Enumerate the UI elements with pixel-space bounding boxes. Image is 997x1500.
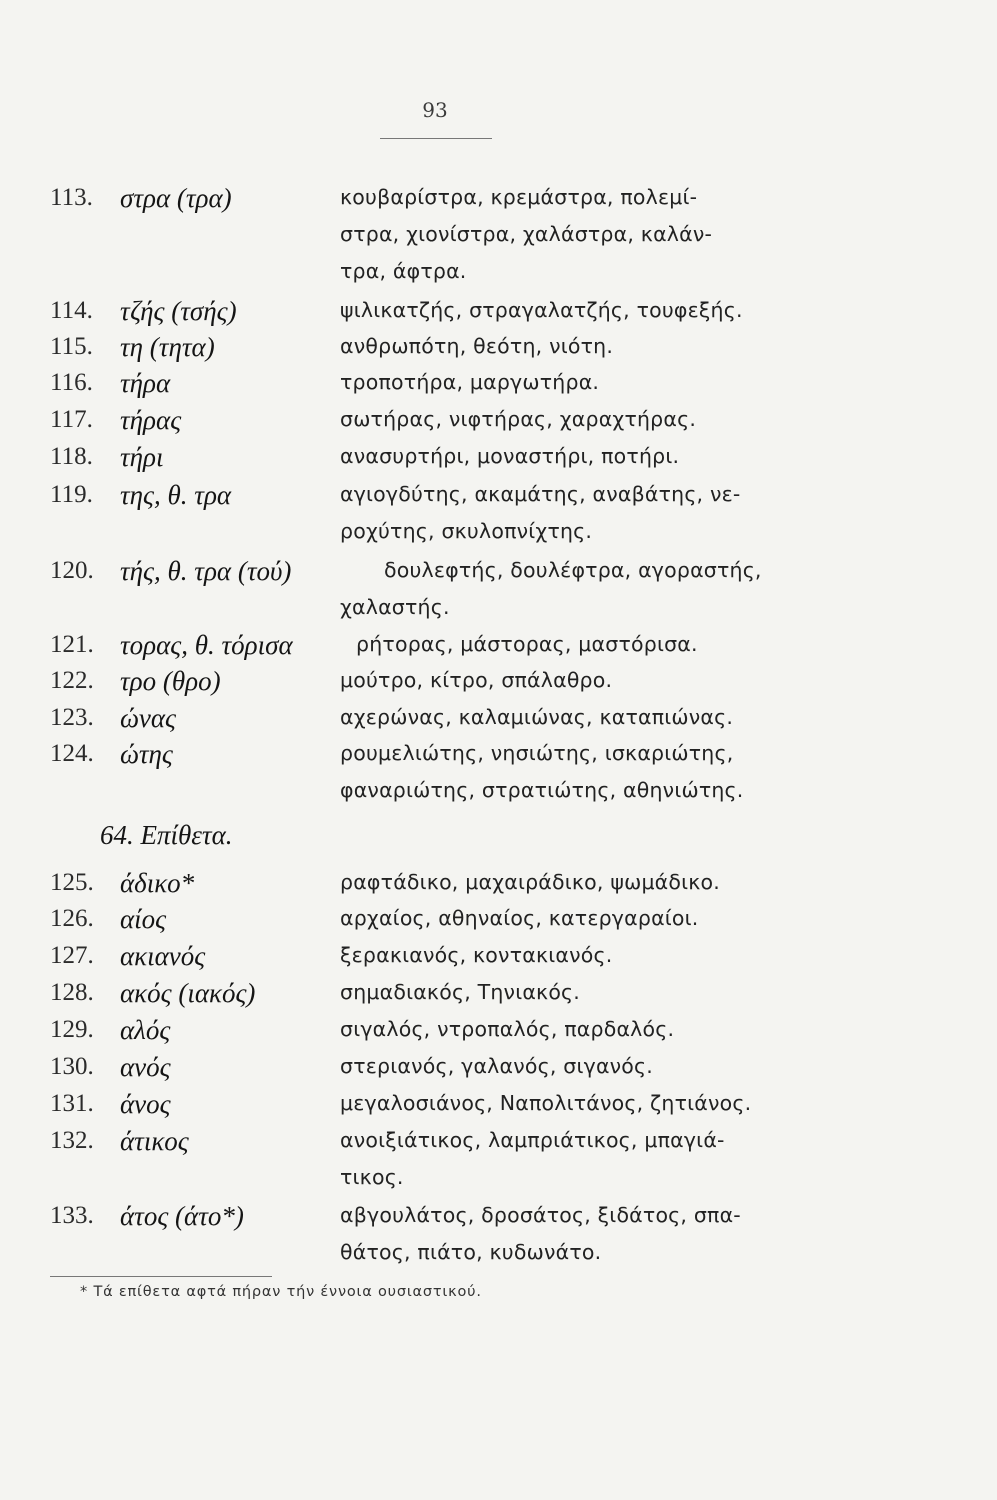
entry-suffix: αίος (120, 904, 167, 934)
entry-example-line: φαναριώτης, στρατιώτης, αθηνιώτης. (340, 778, 744, 802)
entry-example-line: σιγαλός, ντροπαλός, παρδαλός. (340, 1017, 675, 1041)
entry-115 (0, 330, 997, 370)
entry-126 (0, 902, 997, 942)
entry-suffix: της, θ. τρα (120, 480, 232, 510)
entry-example-line: ρουμελιώτης, νησιώτης, ισκαριώτης, (340, 741, 734, 765)
entry-example-line: ρήτορας, μάστορας, μαστόρισα. (356, 632, 698, 656)
section-title: 64. Επίθετα. (100, 820, 233, 850)
entry-example-line: χαλαστής. (340, 595, 450, 619)
entry-example-line: ροχύτης, σκυλοπνίχτης. (340, 519, 593, 543)
entry-128 (0, 976, 997, 1016)
entry-suffix: άνος (120, 1089, 171, 1119)
entry-113 (0, 181, 997, 283)
entry-suffix: ανός (120, 1052, 171, 1082)
entry-127 (0, 939, 997, 979)
entry-suffix: τής, θ. τρα (τού) (120, 556, 292, 586)
entry-example-line: ανασυρτήρι, μοναστήρι, ποτήρι. (340, 444, 680, 468)
entry-number: 132. (50, 1127, 94, 1154)
entry-example-line: αρχαίος, αθηναίος, κατεργαραίοι. (340, 906, 699, 930)
entry-example-line: αβγουλάτος, δροσάτος, ξιδάτος, σπα- (340, 1203, 741, 1227)
entry-number: 122. (50, 667, 94, 694)
entry-suffix: ακιανός (120, 941, 206, 971)
entry-number: 121. (50, 631, 94, 658)
entry-example-line: ραφτάδικο, μαχαιράδικο, ψωμάδικο. (340, 870, 721, 894)
entry-number: 128. (50, 979, 94, 1006)
entry-number: 127. (50, 942, 94, 969)
entry-number: 115. (50, 333, 93, 360)
entry-129 (0, 1013, 997, 1053)
entry-number: 118. (50, 443, 93, 470)
footnote: * Τά επίθετα αφτά πήραν τήν έννοια ουσιαστικού. (80, 1284, 482, 1300)
entry-suffix: άτος (άτο*) (120, 1201, 244, 1231)
entry-116 (0, 366, 997, 406)
entry-133 (0, 1199, 997, 1264)
entry-number: 119. (50, 481, 93, 508)
entry-example-line: αχερώνας, καλαμιώνας, καταπιώνας. (340, 705, 734, 729)
entry-example-line: ανοιξιάτικος, λαμπριάτικος, μπαγιά- (340, 1128, 725, 1152)
entry-suffix: άδικο* (120, 868, 195, 898)
entry-example-line: σωτήρας, νιφτήρας, χαραχτήρας. (340, 407, 697, 431)
entry-suffix: τζής (τσής) (120, 296, 237, 326)
entry-number: 113. (50, 184, 93, 211)
entry-114 (0, 294, 997, 334)
entry-130 (0, 1050, 997, 1090)
entry-122 (0, 664, 997, 704)
entry-119 (0, 478, 997, 543)
entry-example-line: δουλεφτής, δουλέφτρα, αγοραστής, (384, 558, 762, 582)
entry-124 (0, 737, 997, 802)
entry-number: 114. (50, 297, 93, 324)
entry-suffix: αλός (120, 1015, 171, 1045)
entry-suffix: άτικος (120, 1126, 189, 1156)
entry-number: 133. (50, 1202, 94, 1229)
entry-number: 125. (50, 869, 94, 896)
entry-number: 131. (50, 1090, 94, 1117)
entry-suffix: τη (τητα) (120, 332, 215, 362)
entry-example-line: τροποτήρα, μαργωτήρα. (340, 370, 600, 394)
entry-suffix: τήρας (120, 405, 182, 435)
entry-example-line: ανθρωπότη, θεότη, νιότη. (340, 334, 614, 358)
entry-suffix: τήρι (120, 442, 164, 472)
entry-example-line: μούτρο, κίτρο, σπάλαθρο. (340, 668, 613, 692)
entry-number: 126. (50, 905, 94, 932)
entry-number: 116. (50, 369, 93, 396)
entry-example-line: τρα, άφτρα. (340, 259, 467, 283)
entry-suffix: τρο (θρο) (120, 666, 221, 696)
entry-number: 117. (50, 406, 93, 433)
entry-suffix: ώτης (120, 739, 173, 769)
entry-number: 130. (50, 1053, 94, 1080)
entry-number: 124. (50, 740, 94, 767)
entry-example-line: κουβαρίστρα, κρεμάστρα, πολεμί- (340, 185, 698, 209)
entry-132 (0, 1124, 997, 1189)
entry-number: 123. (50, 704, 94, 731)
entry-suffix: στρα (τρα) (120, 183, 232, 213)
footnote-rule (50, 1276, 272, 1277)
entry-example-line: τικος. (340, 1165, 404, 1189)
page-number-rule (380, 138, 492, 139)
entry-120 (0, 554, 997, 619)
entry-example-line: στρα, χιονίστρα, χαλάστρα, καλάν- (340, 222, 713, 246)
entry-131 (0, 1087, 997, 1127)
entry-suffix: ώνας (120, 703, 176, 733)
page-number: 93 (422, 98, 448, 122)
entry-125 (0, 866, 997, 906)
entry-suffix: τήρα (120, 368, 171, 398)
entry-118 (0, 440, 997, 480)
entry-example-line: σημαδιακός, Τηνιακός. (340, 980, 581, 1004)
entry-example-line: στεριανός, γαλανός, σιγανός. (340, 1054, 653, 1078)
entry-example-line: αγιογδύτης, ακαμάτης, αναβάτης, νε- (340, 482, 741, 506)
entry-number: 120. (50, 557, 94, 584)
entry-117 (0, 403, 997, 443)
entry-example-line: θάτος, πιάτο, κυδωνάτο. (340, 1240, 602, 1264)
entry-121 (0, 628, 997, 668)
entry-number: 129. (50, 1016, 94, 1043)
entry-123 (0, 701, 997, 741)
entry-example-line: ξερακιανός, κοντακιανός. (340, 943, 613, 967)
entry-suffix: τορας, θ. τόρισα (120, 630, 293, 660)
entry-suffix: ακός (ιακός) (120, 978, 256, 1008)
entry-example-line: ψιλικατζής, στραγαλατζής, τουφεξής. (340, 298, 743, 322)
entry-example-line: μεγαλοσιάνος, Ναπολιτάνος, ζητιάνος. (340, 1091, 752, 1115)
